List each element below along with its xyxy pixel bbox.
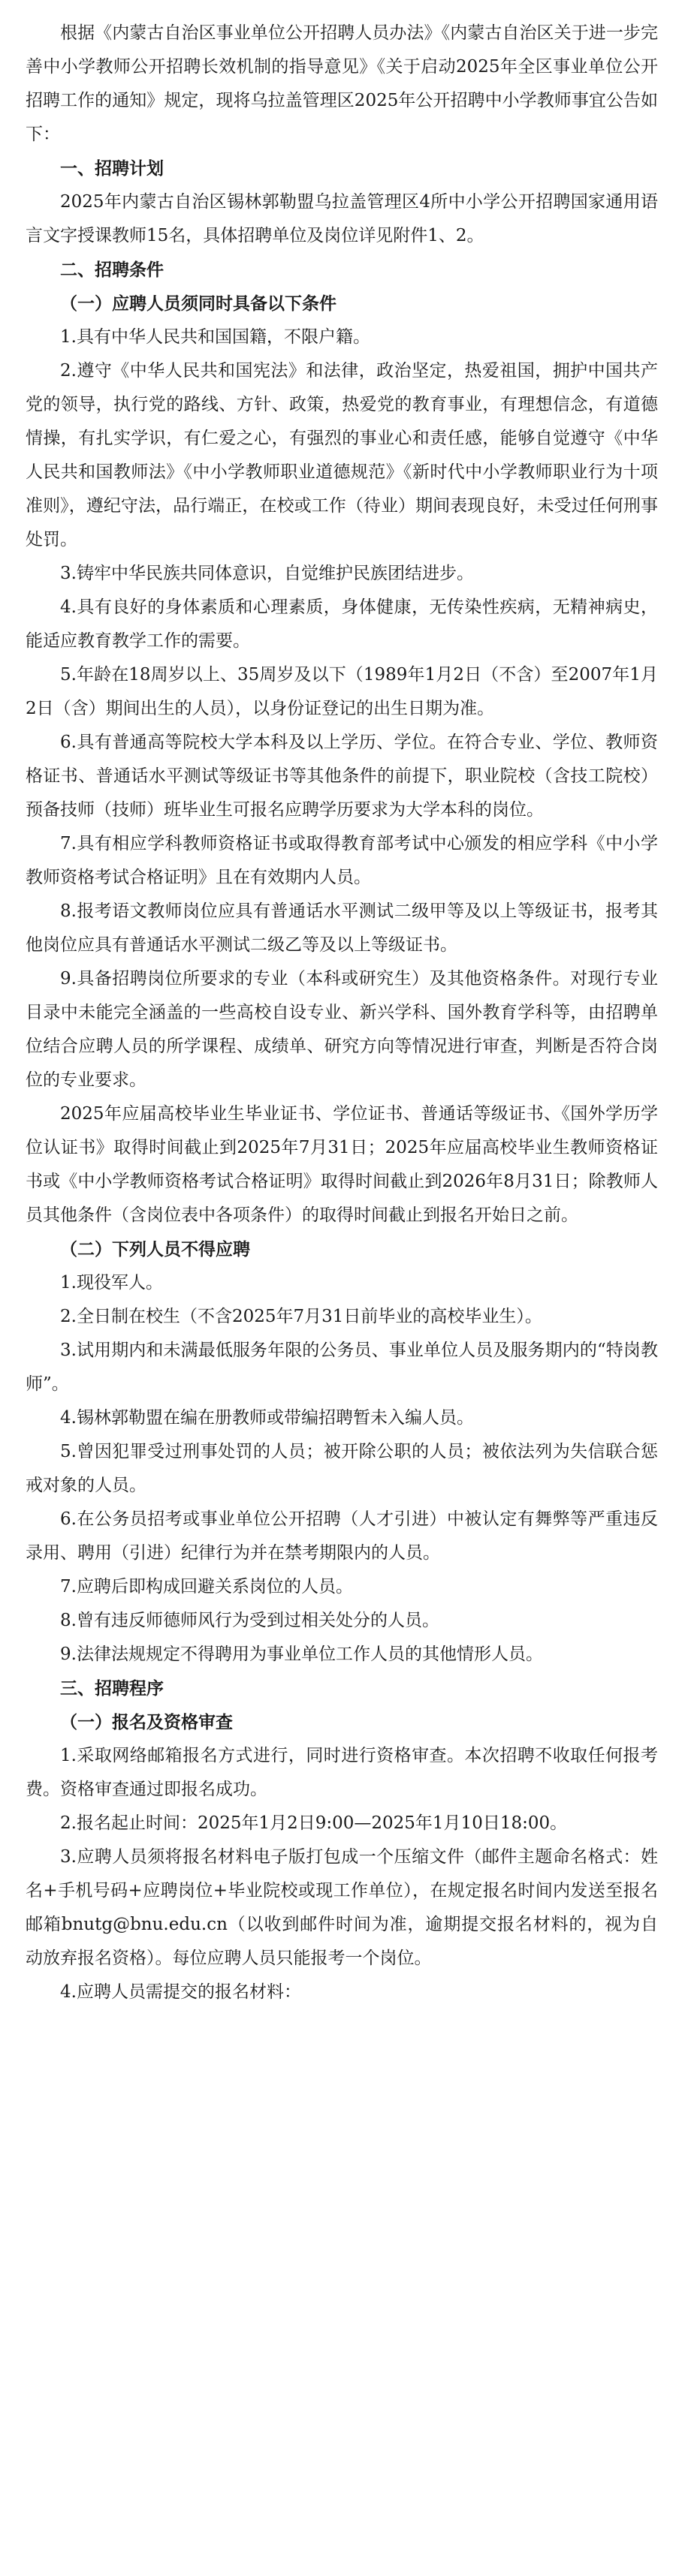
- paragraph: 2.报名起止时间：2025年1月2日9:00—2025年1月10日18:00。: [60, 1813, 568, 1833]
- paragraph: 5.曾因犯罪受过刑事处罚的人员；被开除公职的人员；被依法列为失信联合惩戒对象的人员。: [26, 1442, 658, 1495]
- paragraph: 3.应聘人员须将报名材料电子版打包成一个压缩文件（邮件主题命名格式：姓名+手机号码+应聘岗位+毕业院校或现工作单位），在规定报名时间内发送至报名邮箱bnutg@bnu.edu.cn（以收到邮件时间为准，逾期提交报名材料的，视为自动放弃报名资格）。每位应聘人员只能报考一个岗位。: [26, 1847, 658, 1968]
- paragraph: 1.具有中华人民共和国国籍，不限户籍。: [60, 327, 370, 347]
- subsection-registration-heading: （一）报名及资格审查: [60, 1712, 233, 1732]
- paragraph: 8.报考语文教师岗位应具有普通话水平测试二级甲等及以上等级证书，报考其他岗位应具有普通话水平测试二级乙等及以上等级证书。: [26, 901, 658, 955]
- section-procedure-heading: 三、招聘程序: [60, 1678, 164, 1699]
- paragraph: 1.现役军人。: [60, 1273, 163, 1293]
- paragraph: 8.曾有违反师德师风行为受到过相关处分的人员。: [60, 1611, 439, 1630]
- paragraph: 2025年应届高校毕业生毕业证书、学位证书、普通话等级证书、《国外学历学位认证书》取得时间截止到2025年7月31日；2025年应届高校毕业生教师资格证书或《中小学教师资格考试合格证明》取得时间截止到2026年8月31日；除教师人员其他条件（含岗位表中各项条件）的取得时间截止到报名开始日之前。: [26, 1104, 658, 1225]
- paragraph: 7.具有相应学科教师资格证书或取得教育部考试中心颁发的相应学科《中小学教师资格考试合格证明》且在有效期内人员。: [26, 834, 658, 887]
- paragraph: 9.具备招聘岗位所要求的专业（本科或研究生）及其他资格条件。对现行专业目录中未能完全涵盖的一些高校自设专业、新兴学科、国外教育学科等，由招聘单位结合应聘人员的所学课程、成绩单、研究方向等情况进行审查，判断是否符合岗位的专业要求。: [26, 969, 658, 1090]
- subsection-required-conditions-heading: （一）应聘人员须同时具备以下条件: [60, 293, 336, 314]
- paragraph: 4.具有良好的身体素质和心理素质，身体健康，无传染性疾病，无精神病史，能适应教育教学工作的需要。: [26, 597, 658, 651]
- paragraph: 6.具有普通高等院校大学本科及以上学历、学位。在符合专业、学位、教师资格证书、普通话水平测试等级证书等其他条件的前提下，职业院校（含技工院校）预备技师（技师）班毕业生可报名应聘学历要求为大学本科的岗位。: [26, 733, 658, 820]
- paragraph: 4.应聘人员需提交的报名材料：: [60, 1982, 301, 2002]
- intro-paragraph: 根据《内蒙古自治区事业单位公开招聘人员办法》《内蒙古自治区关于进一步完善中小学教师公开招聘长效机制的指导意见》《关于启动2025年全区事业单位公开招聘工作的通知》规定，现将乌拉盖管理区2025年公开招聘中小学教师事宜公告如下：: [26, 23, 658, 144]
- section-conditions-heading: 二、招聘条件: [60, 260, 164, 280]
- paragraph: 4.锡林郭勒盟在编在册教师或带编招聘暂未入编人员。: [60, 1408, 474, 1428]
- section-recruitment-plan-heading: 一、招聘计划: [60, 158, 164, 179]
- paragraph: 9.法律法规规定不得聘用为事业单位工作人员的其他情形人员。: [60, 1645, 543, 1664]
- paragraph: 5.年龄在18周岁以上、35周岁及以下（1989年1月2日（不含）至2007年1月2日（含）期间出生的人员），以身份证登记的出生日期为准。: [26, 665, 658, 718]
- paragraph: 3.铸牢中华民族共同体意识，自觉维护民族团结进步。: [60, 564, 474, 583]
- paragraph: 1.采取网络邮箱报名方式进行，同时进行资格审查。本次招聘不收取任何报考费。资格审查通过即报名成功。: [26, 1746, 658, 1799]
- subsection-excluded-persons-heading: （二）下列人员不得应聘: [60, 1239, 250, 1259]
- paragraph: 3.试用期内和未满最低服务年限的公务员、事业单位人员及服务期内的“特岗教师”。: [26, 1341, 658, 1394]
- paragraph: 7.应聘后即构成回避关系岗位的人员。: [60, 1577, 353, 1596]
- paragraph: 2.全日制在校生（不含2025年7月31日前毕业的高校毕业生）。: [60, 1307, 542, 1326]
- paragraph: 6.在公务员招考或事业单位公开招聘（人才引进）中被认定有舞弊等严重违反录用、聘用（引进）纪律行为并在禁考期限内的人员。: [26, 1509, 658, 1563]
- paragraph: 2025年内蒙古自治区锡林郭勒盟乌拉盖管理区4所中小学公开招聘国家通用语言文字授课教师15名，具体招聘单位及岗位详见附件1、2。: [26, 192, 658, 245]
- paragraph: 2.遵守《中华人民共和国宪法》和法律，政治坚定，热爱祖国，拥护中国共产党的领导，执行党的路线、方针、政策，热爱党的教育事业，有理想信念，有道德情操，有扎实学识，有仁爱之心，有强烈的事业心和责任感，能够自觉遵守《中华人民共和国教师法》《中小学教师职业道德规范》《新时代中小学教师职业行为十项准则》，遵纪守法，品行端正，在校或工作（待业）期间表现良好，未受过任何刑事处罚。: [26, 361, 658, 549]
